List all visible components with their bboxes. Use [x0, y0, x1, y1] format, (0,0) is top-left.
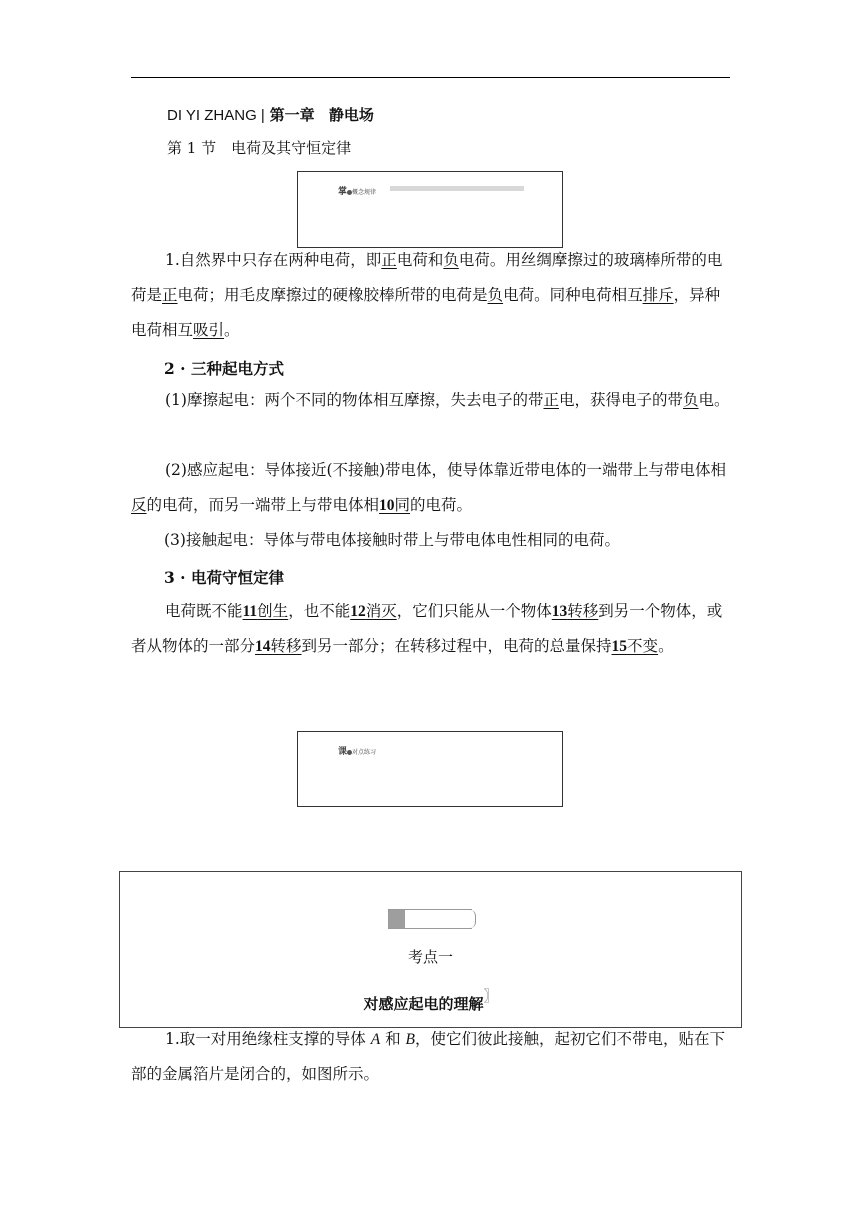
answer-blank: 正 [162, 286, 178, 304]
text-run: 1.自然界中只存在两种电荷，即 [165, 251, 382, 269]
text-run: B [405, 1031, 416, 1048]
text-run: 转移 [567, 602, 599, 620]
text-run: ，使它们彼此接触，起初它们不带电，贴在下部的金属箔片是闭合的，如图所示。 [131, 1030, 726, 1083]
answer-blank: 吸引 [193, 321, 225, 339]
blank-number: 12 [350, 603, 366, 620]
concept-label-text: 概念规律 [352, 189, 377, 196]
text-run: 电，获得电子的带 [558, 391, 683, 409]
text-run: A [370, 1031, 381, 1048]
paragraph-friction-charging [131, 383, 731, 418]
text-run: (1)摩擦起电：两个不同的物体相互摩擦，失去电子的带 [165, 391, 544, 409]
blank-number: 14 [255, 638, 271, 655]
blank-number: 11 [242, 603, 258, 620]
text-run: 到另一部分；在转移过程中，电荷的总量保持 [301, 637, 612, 655]
chapter-title: 静电场 [328, 106, 374, 124]
text-run: 电。 [698, 391, 730, 409]
answer-blank [379, 496, 410, 514]
text-run: 1.取一对用绝缘柱支撑的导体 [165, 1030, 371, 1048]
practice-banner-label [338, 744, 376, 757]
header-rule [131, 77, 730, 78]
answer-blank: 排斥 [642, 286, 674, 304]
text-run: 的电荷。 [410, 496, 473, 514]
practice-label-text: 对点练习 [352, 749, 377, 756]
answer-blank: 正 [381, 251, 397, 269]
paragraph-conservation [131, 594, 731, 664]
concept-glyph: 掌 [338, 187, 348, 197]
chapter-pinyin: DI YI ZHANG | [167, 107, 265, 124]
chapter-header [167, 104, 374, 125]
kaodian-tab-shape [388, 909, 472, 929]
answer-blank: 负 [683, 391, 699, 409]
answer-blank [612, 637, 659, 655]
answer-blank: 反 [131, 496, 147, 514]
text-run: 创生 [257, 602, 289, 620]
answer-blank: 负 [487, 286, 504, 304]
answer-blank [243, 602, 289, 620]
kaodian-subtitle [120, 989, 741, 1014]
paragraph-1 [131, 243, 731, 348]
text-run: ，异种电荷相互 [131, 286, 721, 339]
text-run: 对感应起电的理解 [363, 995, 484, 1013]
text-run: 同 [394, 496, 411, 514]
text-run: ，也不能 [288, 602, 351, 620]
text-run: 不变 [627, 637, 659, 655]
text-run: 电荷既不能 [165, 602, 243, 620]
text-run: 电荷。同种电荷相互 [503, 286, 643, 304]
answer-blank: 正 [543, 391, 559, 409]
practice-banner-box [297, 731, 563, 807]
blank-number: 10 [379, 497, 395, 514]
answer-blank [255, 637, 302, 655]
kaodian-tab-end [469, 910, 476, 928]
text-run: (2)感应起电：导体接近(不接触)带电体，使导体靠近带电体的一端带上与带电体相 [165, 461, 727, 479]
banner-bar [390, 186, 524, 191]
concept-banner-label [338, 184, 376, 197]
text-run: 转移 [270, 637, 302, 655]
blank-number: 15 [611, 638, 628, 655]
paragraph-contact-charging: (3)接触起电：导体与带电体接触时带上与带电体电性相同的电荷。 [164, 531, 620, 549]
section-title: 第 1 节 电荷及其守恒定律 [167, 139, 352, 157]
heading-conservation-law: 3 · 电荷守恒定律 [164, 568, 284, 587]
heading-charging-methods: 2 · 三种起电方式 [164, 359, 284, 378]
bracket-mark: 〗 [483, 989, 498, 1005]
kaodian-box [119, 871, 742, 1028]
text-run: 。 [224, 321, 240, 339]
question-1 [131, 1022, 733, 1092]
text-run: 的电荷，而另一端带上与带电体相 [146, 496, 380, 514]
concept-banner-box [297, 171, 563, 248]
paragraph-induction-charging [131, 453, 731, 523]
practice-glyph: 课 [338, 747, 348, 757]
kaodian-tab-fill [389, 910, 405, 928]
text-run: 和 [380, 1030, 406, 1048]
text-run: ，它们只能从一个物体 [396, 602, 552, 620]
text-run: 电荷；用毛皮摩擦过的硬橡胶棒所带的电荷是 [177, 286, 488, 304]
answer-blank [552, 602, 599, 620]
text-run: 到另一个物体，或者从物体的一部分 [131, 602, 723, 655]
text-run: 电荷。用丝绸摩擦过的玻璃棒所带的电荷是 [131, 251, 723, 304]
chapter-number: 第一章 [269, 106, 315, 124]
text-run: 电荷和 [396, 251, 444, 269]
text-run: 消灭 [365, 602, 397, 620]
kaodian-title: 考点一 [407, 948, 453, 966]
blank-number: 13 [551, 603, 568, 620]
text-run: 。 [658, 637, 674, 655]
answer-blank [350, 602, 397, 620]
answer-blank: 负 [443, 251, 459, 269]
